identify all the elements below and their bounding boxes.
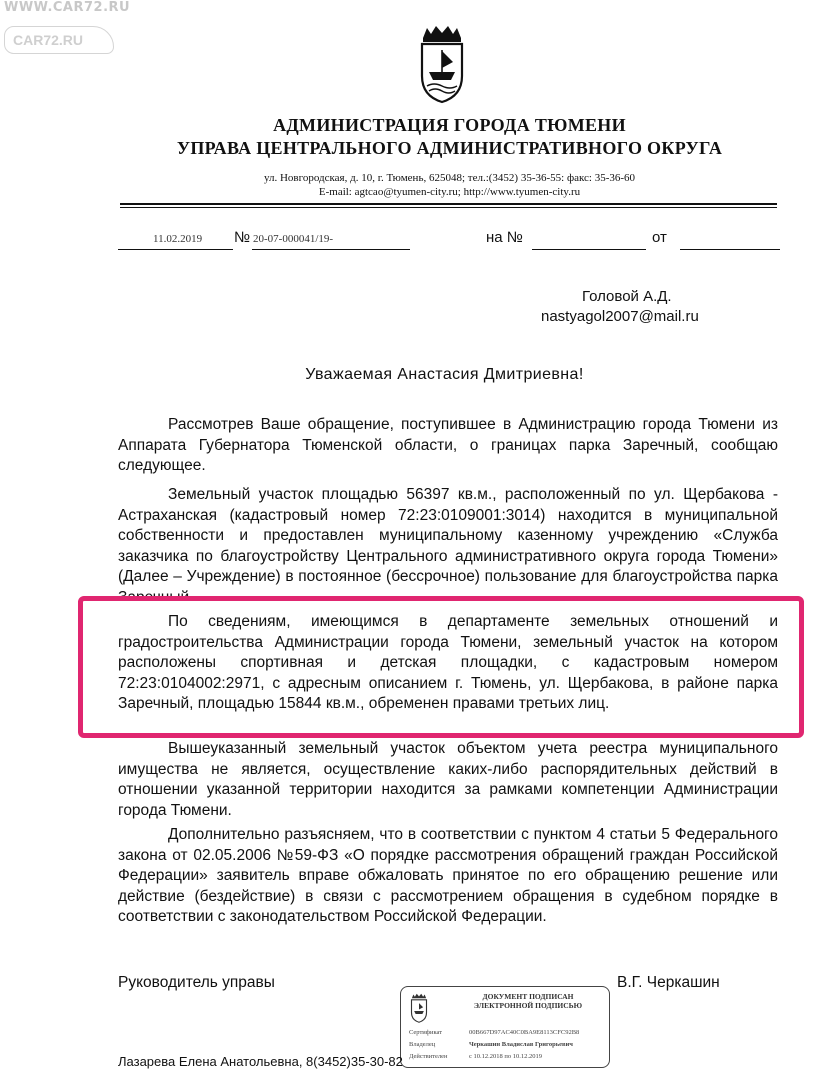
body-paragraph-5: Дополнительно разъясняем, что в соответствии с пунктом 4 статьи 5 Федерального закона от 02.05.2006 №59-ФЗ «О порядке рассмотрения обращений граждан Российской Федерации» заявитель вправе обжаловать принятое по его обращению решение или действие (бездействие) в связи с рассмотрением обращения в судебном порядке в соответствии с законодательством Российской Федерации. [118,826,778,925]
address-line: ул. Новгородская, д. 10, г. Тюмень, 625048; тел.:(3452) 35-36-55: факс: 35-36-60 [263,172,636,184]
stamp-validity-value: с 10.12.2018 по 10.12.2019 [469,1053,542,1060]
number-sign: № [234,229,251,246]
body-paragraph-4: Вышеуказанный земельный участок объектом учета реестра муниципального имущества не является, осуществление каких-либо распорядительных действий в отношении указанной территории находится за рамками компетенции Администрации города Тюмени. [118,740,778,819]
watermark-badge: CAR72.RU [4,26,114,54]
registration-number: 20-07-000041/19- [253,233,334,245]
signatory-name: В.Г. Черкашин [617,974,720,991]
city-crest-icon [417,24,467,104]
recipient-name: Головой А.Д. [582,288,672,305]
registration-date: 11.02.2019 [153,233,203,245]
body-paragraph-2: Земельный участок площадью 56397 кв.м., расположенный по ул. Щербакова - Астраханская (кадастровый номер 72:23:0109001:3014) находится в муниципальной собственности и предоставлен муниципальному казенному учреждению «Служба заказчика по благоустройству Центрального административного округа города Тюмени» (Далее – Учреждение) в постоянное (бессрочное) пользование для благоустройства парка [118,486,778,585]
contact-line: E-mail: agtcao@tyumen-city.ru; http://www.tyumen-city.ru [318,186,581,198]
reference-date-label: от [652,229,667,246]
header-divider-thin [120,207,777,208]
reference-date-underline [680,249,780,250]
signatory-position: Руководитель управы [118,974,275,991]
stamp-validity-label: Действителен [409,1053,448,1060]
date-underline [118,249,233,250]
recipient-email: nastyagol2007@mail.ru [541,308,699,325]
reference-number-label: на № [486,229,523,246]
stamp-owner-label: Владелец [409,1041,436,1048]
header-divider [120,203,777,205]
organization-name: АДМИНИСТРАЦИЯ ГОРОДА ТЮМЕНИ [273,115,626,135]
watermark-text: WWW.CAR72.RU [4,0,131,15]
stamp-owner-value: Черкашин Владислав Григорьевич [469,1041,573,1048]
performer-contact: Лазарева Елена Анатольевна, 8(3452)35-30-82 [118,1054,403,1069]
department-name: УПРАВА ЦЕНТРАЛЬНОГО АДМИНИСТРАТИВНОГО ОКРУГА [176,138,723,158]
body-paragraph-3-highlighted: По сведениям, имеющимся в департаменте земельных отношений и градостроительства Администрации города Тюмени, земельный участок на котором расположены спортивная и детская площадки, с кадастровым номером 72:23:0104002:2971, с адресным описанием г. Тюмень, ул. Щербакова, в районе парка Заречный, площадью 15844 кв.м., обременен правами третьих лиц. [118,613,778,712]
stamp-title: ДОКУМЕНТ ПОДПИСАН ЭЛЕКТРОННОЙ ПОДПИСЬЮ [473,992,583,1010]
stamp-crest-icon [409,993,429,1023]
number-underline [252,249,410,250]
body-paragraph-1: Рассмотрев Ваше обращение, поступившее в Администрацию города Тюмени из Аппарата Губернатора Тюменской области, о границах парка Заречный, сообщаю следующее. [118,416,778,474]
stamp-cert-value: 00B667D97AC40C0BA9E8113CFC92B8 [469,1029,580,1036]
electronic-signature-stamp [400,986,610,1068]
greeting: Уважаемая Анастасия Дмитриевна! [305,366,584,383]
stamp-cert-label: Сертификат [409,1029,443,1036]
reference-number-underline [532,249,646,250]
